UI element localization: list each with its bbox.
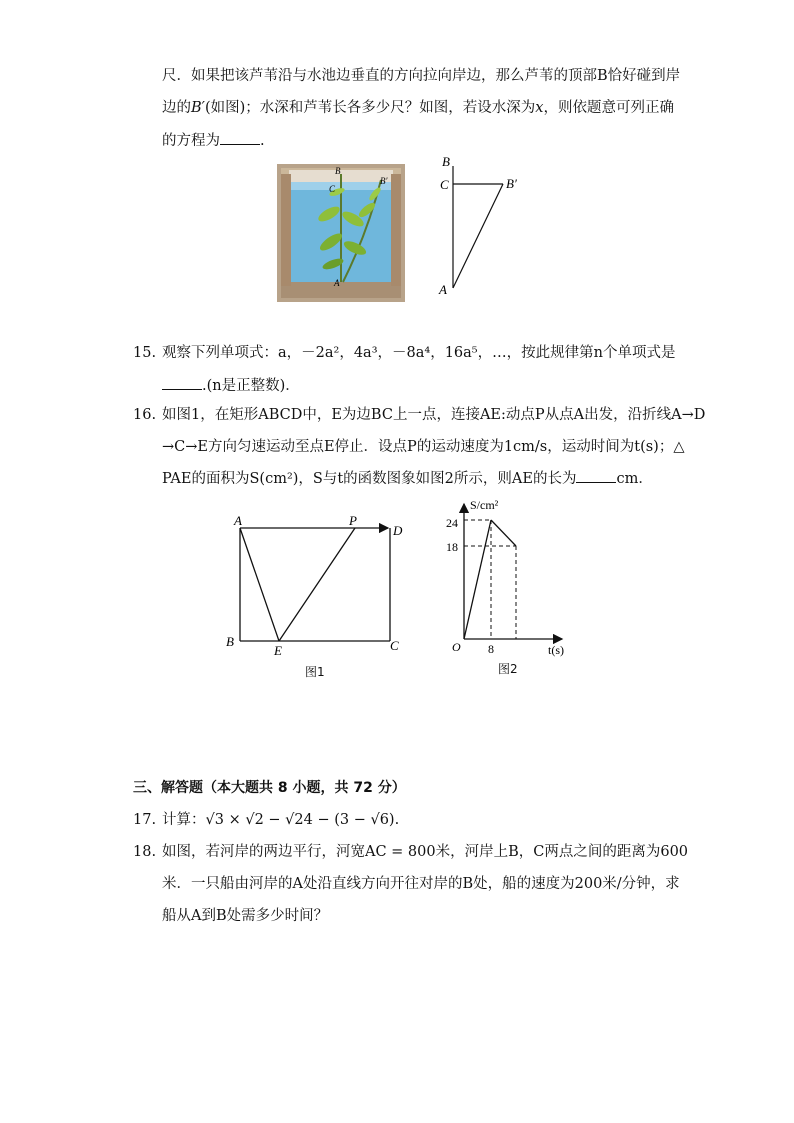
fig2-y-tick-24: 24 — [446, 516, 458, 530]
reed-pool-photo — [277, 164, 405, 302]
q14-bprime: B′ — [191, 100, 205, 116]
q16-line1: 如图1，在矩形ABCD中，E为边BC上一点，连接AE:动点P从点A出发，沿折线A→D — [162, 407, 706, 423]
q14-line3-end: . — [260, 133, 265, 149]
q14-answer-blank[interactable] — [220, 130, 260, 145]
diagram-label-bprime: B′ — [506, 176, 517, 191]
fig2-y-tick-18: 18 — [446, 540, 458, 554]
fig2-x-tick-8: 8 — [488, 642, 494, 656]
q17-number: 17. — [133, 812, 157, 828]
fig1-label-a: A — [234, 513, 242, 528]
fig1-label-b: B — [226, 634, 234, 649]
photo-label-bprime: B′ — [380, 176, 388, 186]
reed-triangle-diagram — [436, 154, 526, 300]
fig1-label-c: C — [390, 638, 399, 653]
q15-answer-blank[interactable] — [162, 375, 202, 390]
fig2-origin: O — [452, 640, 461, 654]
q14-line2 — [162, 98, 674, 118]
q16-line3a: PAE的面积为S(cm²)，S与t的函数图象如图2所示，则AE的长为 — [162, 471, 577, 487]
q16-line3b: cm． — [616, 471, 653, 487]
q18-line3: 船从A到B处需多少时间？ — [162, 908, 329, 924]
q16-figure1-rectangle — [222, 510, 412, 660]
q16-number: 16. — [133, 407, 157, 423]
photo-label-a: A — [334, 278, 340, 288]
q16-line2: →C→E方向匀速运动至点E停止．设点P的运动速度为1cm/s，运动时间为t(s)；△ — [162, 439, 685, 455]
q14-line2c: (如图)；水深和芦苇长各多少尺？如图，若设水深为 — [204, 100, 536, 116]
q14-line2a: 边的 — [162, 100, 191, 116]
photo-label-c: C — [329, 184, 336, 194]
q17-text: 计算：√3 × √2 − √24 − (3 − √6). — [162, 812, 400, 828]
q18-line1: 如图，若河岸的两边平行，河宽AC = 800米，河岸上B，C两点之间的距离为600 — [162, 844, 689, 860]
q18-number: 18. — [133, 844, 157, 860]
q15-number: 15. — [133, 345, 157, 361]
diagram-label-a: A — [439, 282, 447, 297]
diagram-label-c: C — [440, 177, 449, 192]
fig2-xlabel: t(s) — [548, 643, 564, 657]
fig2-caption: 图2 — [498, 662, 518, 676]
fig1-label-e: E — [274, 643, 282, 658]
q15-line1: 观察下列单项式：a，－2a²，4a³，－8a⁴，16a⁵，…，按此规律第n个单项式是 — [162, 345, 676, 361]
fig2-ylabel: S/cm² — [470, 498, 499, 512]
q14-var-x: x — [535, 100, 544, 116]
q16-figure2-graph — [440, 496, 580, 660]
q15-line2 — [162, 375, 300, 396]
q14-line2e: ，则依题意可列正确 — [543, 100, 674, 116]
fig1-caption: 图1 — [305, 665, 325, 679]
q15-line2-text: .(n是正整数)． — [202, 378, 300, 394]
q14-line3 — [162, 130, 265, 151]
q16-answer-blank[interactable] — [576, 468, 616, 483]
diagram-label-b: B — [442, 154, 450, 169]
q14-line3-text: 的方程为 — [162, 133, 220, 149]
section3-heading: 三、解答题（本大题共 8 小题，共 72 分） — [133, 780, 406, 796]
fig1-label-d: D — [393, 523, 403, 538]
q18-line2: 米．一只船由河岸的A处沿直线方向开往对岸的B处，船的速度为200米/分钟，求 — [162, 876, 680, 892]
photo-label-b: B — [335, 166, 341, 176]
fig1-label-p: P — [349, 513, 357, 528]
q14-line1: 尺．如果把该芦苇沿与水池边垂直的方向拉向岸边，那么芦苇的顶部B恰好碰到岸 — [162, 68, 681, 84]
q16-line3 — [162, 468, 653, 489]
